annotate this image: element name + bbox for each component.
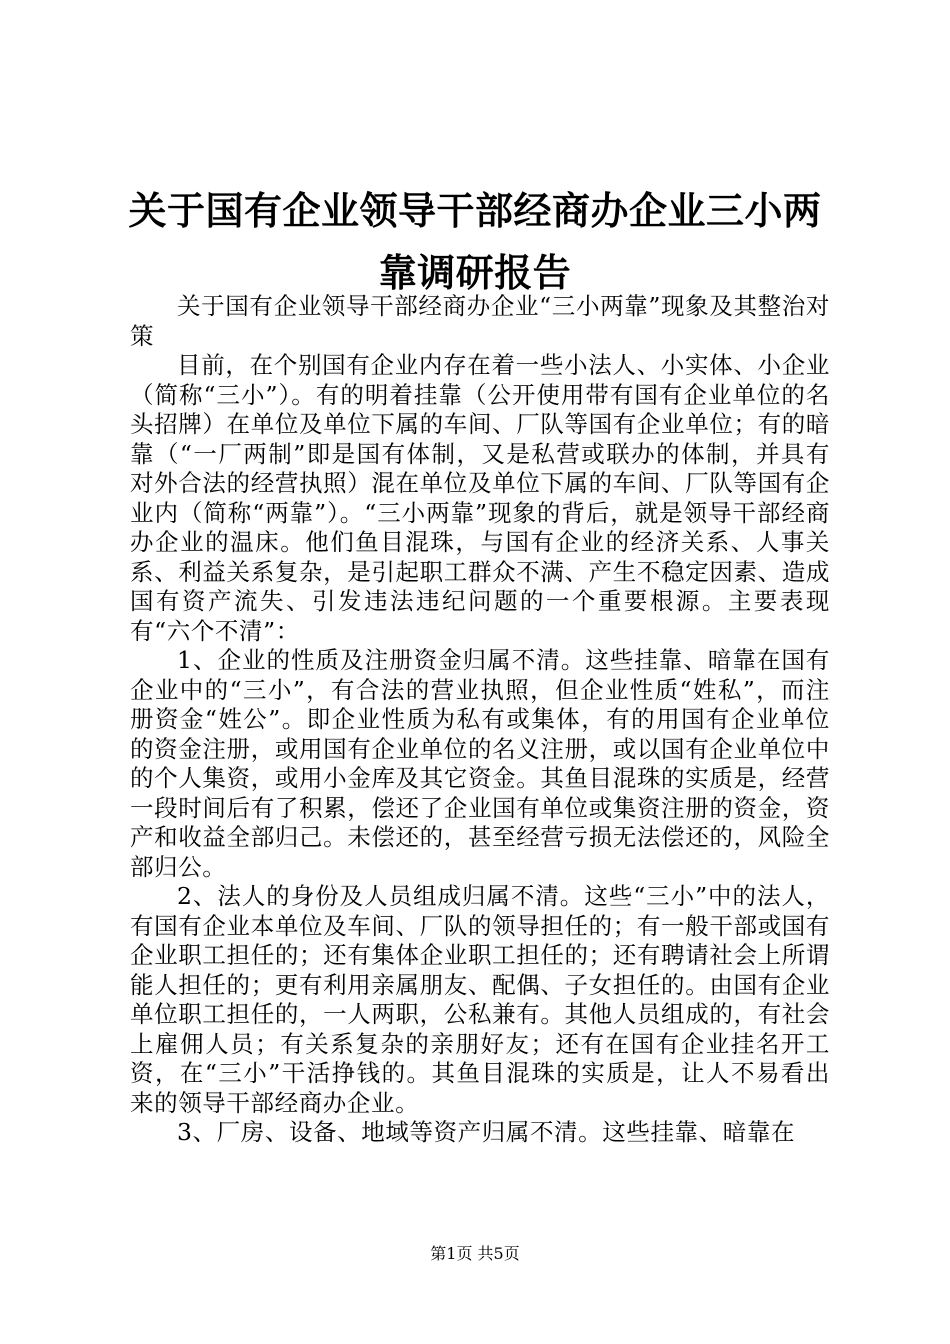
document-title: 关于国有企业领导干部经商办企业三小两靠调研报告: [128, 188, 822, 295]
subtitle-paragraph: 关于国有企业领导干部经商办企业“三小两靠”现象及其整治对策: [130, 292, 830, 350]
body-paragraph: 2、法人的身份及人员组成归属不清。这些“三小”中的法人，有国有企业本单位及车间、厂队的领导担任的；有一般干部或国有企业职工担任的；还有集体企业职工担任的；还有聘请社会上所谓能人担任的；更有利用亲属朋友、配偶、子女担任的。由国有企业单位职工担任的，一人两职，公私兼有。其他人员组成的，有社会上雇佣人员；有关系复杂的亲朋好友；还有在国有企业挂名开工资，在“三小”干活挣钱的。其鱼目混珠的实质是，让人不易看出来的领导干部经商办企业。: [130, 882, 830, 1117]
page-footer: 第1页 共5页: [430, 1244, 520, 1263]
document-body: [130, 292, 830, 1148]
body-paragraph: 3、厂房、设备、地域等资产归属不清。这些挂靠、暗靠在: [177, 1118, 796, 1146]
body-paragraph: 1、企业的性质及注册资金归属不清。这些挂靠、暗靠在国有企业中的“三小”，有合法的营业执照，但企业性质“姓私”，而注册资金“姓公”。即企业性质为私有或集体，有的用国有企业单位的资金注册，或用国有企业单位的名义注册，或以国有企业单位中的个人集资，或用小金库及其它资金。其鱼目混珠的实质是，经营一段时间后有了积累，偿还了企业国有单位或集资注册的资金，资产和收益全部归己。未偿还的，甚至经营亏损无法偿还的，风险全部归公。: [130, 646, 830, 881]
body-paragraph: 目前，在个别国有企业内存在着一些小法人、小实体、小企业（简称“三小”）。有的明着挂靠（公开使用带有国有企业单位的名头招牌）在单位及单位下属的车间、厂队等国有企业单位；有的暗靠（“一厂两制”即是国有体制，又是私营或联办的体制，并具有对外合法的经营执照）混在单位及单位下属的车间、厂队等国有企业内（简称“两靠”）。“三小两靠”现象的背后，就是领导干部经商办企业的温床。他们鱼目混珠，与国有企业的经济关系、人事关系、利益关系复杂，是引起职工群众不满、产生不稳定因素、造成国有资产流失、引发违法违纪问题的一个重要根源。主要表现有“六个不清”：: [130, 351, 830, 645]
